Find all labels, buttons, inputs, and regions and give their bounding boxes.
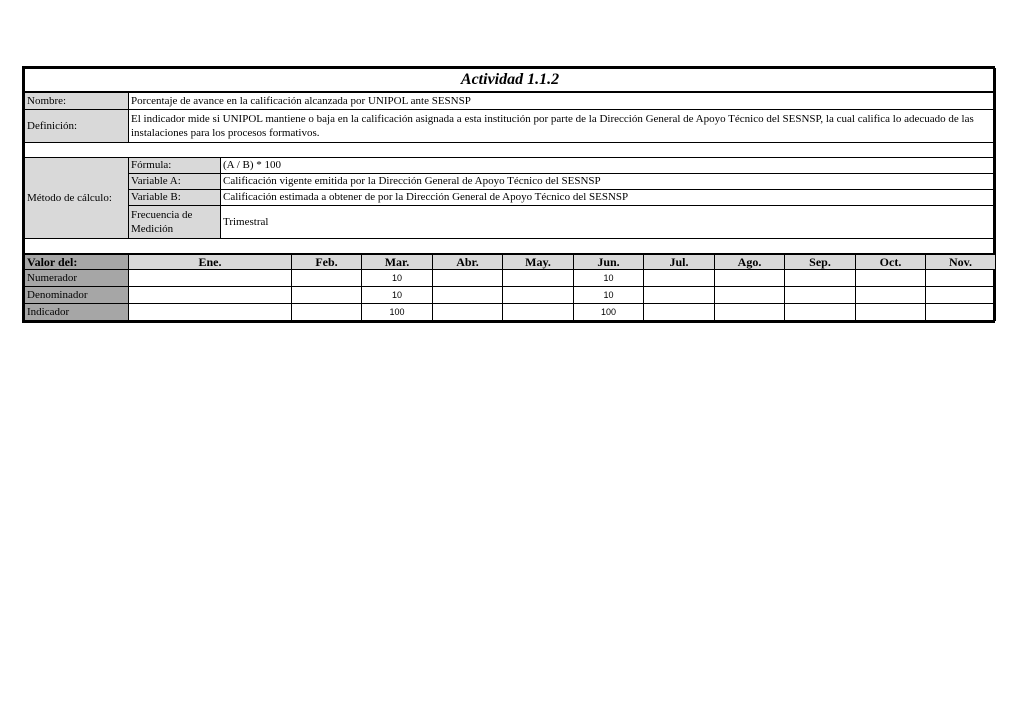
value-cell — [785, 287, 856, 304]
spacer-row — [25, 238, 996, 254]
page-title: Actividad 1.1.2 — [25, 69, 996, 93]
table-row — [25, 287, 996, 304]
value-cell — [715, 287, 785, 304]
month-header: Abr. — [433, 254, 503, 270]
value-cell — [785, 270, 856, 287]
value-cell — [644, 304, 715, 321]
row-label: Numerador — [25, 270, 129, 287]
value-cell — [926, 270, 996, 287]
value-cell — [129, 270, 292, 287]
value-cell: 10 — [362, 287, 433, 304]
month-header: Nov. — [926, 254, 996, 270]
row-label: Denominador — [25, 287, 129, 304]
month-header: Ene. — [129, 254, 292, 270]
value-cell — [292, 270, 362, 287]
value-cell: 10 — [574, 287, 644, 304]
value-cell — [856, 270, 926, 287]
value-cell — [644, 270, 715, 287]
month-header: Jul. — [644, 254, 715, 270]
value-cell — [129, 287, 292, 304]
value-cell — [292, 304, 362, 321]
variable-a-label: Variable A: — [129, 173, 221, 189]
value-cell — [856, 287, 926, 304]
value-cell: 100 — [574, 304, 644, 321]
indicator-table — [24, 68, 996, 321]
value-cell: 100 — [362, 304, 433, 321]
value-cell — [433, 270, 503, 287]
variable-a-value: Calificación vigente emitida por la Dirección General de Apoyo Técnico del SESNSP — [221, 173, 996, 189]
nombre-value: Porcentaje de avance en la calificación alcanzada por UNIPOL ante SESNSP — [129, 92, 996, 109]
value-cell — [503, 304, 574, 321]
month-header: Ago. — [715, 254, 785, 270]
formula-label: Fórmula: — [129, 157, 221, 173]
month-header: Feb. — [292, 254, 362, 270]
definicion-value: El indicador mide si UNIPOL mantiene o baja en la calificación asignada a esta institución por parte de la Dirección General de Apoyo Técnico del SESNSP, la cual califica lo adecuado de las instalaciones para los procesos formativos. — [129, 109, 996, 142]
month-header: Mar. — [362, 254, 433, 270]
row-label: Indicador — [25, 304, 129, 321]
indicator-sheet — [22, 66, 995, 323]
metodo-label: Método de cálculo: — [25, 157, 129, 238]
frecuencia-label: Frecuencia de Medición — [129, 205, 221, 238]
nombre-label: Nombre: — [25, 92, 129, 109]
spacer-row — [25, 142, 996, 157]
value-cell — [433, 287, 503, 304]
value-cell — [503, 287, 574, 304]
value-cell: 10 — [574, 270, 644, 287]
value-cell — [129, 304, 292, 321]
month-header: Oct. — [856, 254, 926, 270]
value-cell — [433, 304, 503, 321]
value-cell — [715, 304, 785, 321]
table-row — [25, 270, 996, 287]
value-cell — [715, 270, 785, 287]
formula-value: (A / B) * 100 — [221, 157, 996, 173]
value-cell — [926, 287, 996, 304]
month-header: Jun. — [574, 254, 644, 270]
value-cell — [292, 287, 362, 304]
variable-b-label: Variable B: — [129, 189, 221, 205]
value-cell: 10 — [362, 270, 433, 287]
values-header-row — [25, 254, 996, 270]
table-row — [25, 304, 996, 321]
month-header: Sep. — [785, 254, 856, 270]
month-header: May. — [503, 254, 574, 270]
definicion-label: Definición: — [25, 109, 129, 142]
value-cell — [785, 304, 856, 321]
value-cell — [503, 270, 574, 287]
value-cell — [856, 304, 926, 321]
variable-b-value: Calificación estimada a obtener de por la Dirección General de Apoyo Técnico del SESNSP — [221, 189, 996, 205]
frecuencia-value: Trimestral — [221, 205, 996, 238]
value-cell — [926, 304, 996, 321]
values-header-label: Valor del: — [25, 254, 129, 270]
value-cell — [644, 287, 715, 304]
